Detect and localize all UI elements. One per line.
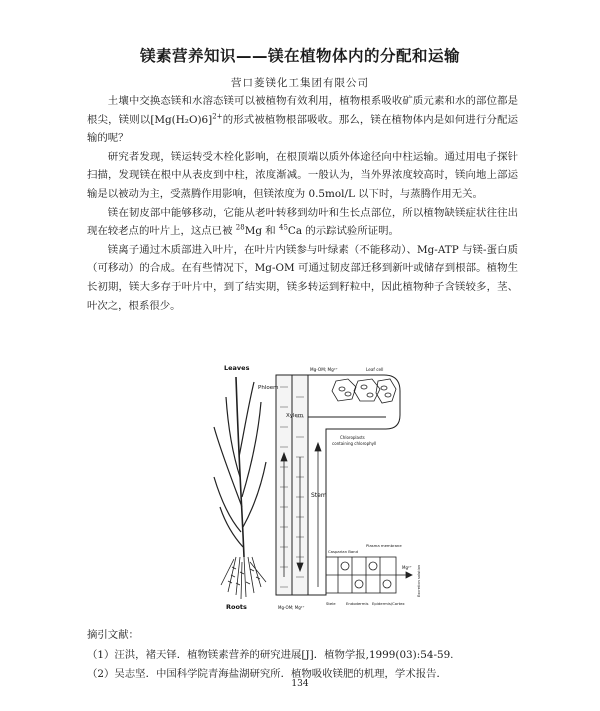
reference-item: （1）汪洪，褚天铎．植物镁素营养的研究进展[J]．植物学报,1999(03):54-59. — [87, 648, 454, 661]
paragraph-3-pre: 镁在韧皮部中能够移动，它能从老叶转移到幼叶和生长点部位，所以植物缺镁症状往往出现在较老点的叶片上，这点已被 — [87, 206, 518, 238]
label-chlorophyll: containing chlorophyll — [332, 441, 377, 446]
leaf-cells — [332, 379, 396, 403]
paragraph-1 — [87, 92, 518, 148]
label-endodermis: Endodermis — [346, 601, 369, 606]
root-cells — [326, 557, 412, 593]
article-body — [87, 92, 518, 315]
mg-transport-diagram — [206, 357, 426, 621]
article-title: 镁素营养知识——镁在植物体内的分配和运输 — [139, 47, 460, 65]
paragraph-3 — [87, 204, 518, 241]
label-mg-om-bottom: Mg-OM; Mg²⁺ — [278, 605, 305, 610]
label-mg-om-top: Mg-OM; Mg²⁺ — [310, 367, 338, 372]
mg-formula: [Mg(H₂O)6] — [150, 113, 213, 126]
mg-formula-charge: 2+ — [212, 112, 223, 121]
paragraph-2: 研究者发现，镁运转受木栓化影响，在根顶端以质外体途径向中柱运输。通过用电子探针扫描，发现镁在根中从表皮到中柱，浓度渐减。一般认为，当外界浓度较高时，镁向地上部运输是以被动为主，受蒸腾作用影响，但镁浓度为 0.5mol/L 以下时，与蒸腾作用无关。 — [87, 150, 518, 200]
paragraph-3-mid: Mg 和 — [244, 225, 279, 238]
organization-name: 营口菱镁化工集团有限公司 — [231, 77, 369, 89]
reference-item: （2）吴志坚．中国科学院青海盐湖研究所．植物吸收镁肥的机理，学术报告． — [87, 668, 447, 680]
label-casparian: Casparian Band — [328, 549, 358, 554]
paragraph-4: 镁离子通过木质部进入叶片，在叶片内镁参与叶绿素（不能移动）、Mg-ATP 与镁-蛋白质（可移动）的合成。在有些情况下，Mg-OM 可通过韧皮部迁移到新叶或储存到根部。植物生长初期，镁大多存于叶片中，到了结实期，镁多转运到籽粒中，因此植物种子含镁较多，茎、叶次之，根系很少。 — [87, 243, 518, 312]
page-number: 134 — [291, 679, 309, 689]
label-roots: Roots — [226, 603, 247, 611]
label-stem: Stem — [311, 492, 327, 499]
isotope-mg-mass: 28 — [235, 223, 245, 232]
references — [87, 626, 518, 685]
references-heading: 摘引文献： — [87, 629, 139, 641]
label-xylem: Xylem — [286, 413, 304, 419]
label-leaves: Leaves — [224, 364, 250, 372]
label-phloem: Phloem — [258, 385, 279, 391]
label-plasma: Plasma membrane — [366, 543, 402, 548]
root-mass — [221, 557, 266, 599]
label-leaf-cell: Leaf cell — [366, 367, 384, 372]
paragraph-1-pre: 土壤中交换态镁和水溶态镁可以被植物有效利用，植物根系吸收矿质元素和水的部位都是根尖，镁则以 — [87, 95, 518, 126]
paragraph-1-post: 的形式被植物根部吸收。那么，镁在植物体内是如何进行分配运输的呢？ — [87, 113, 519, 145]
paragraph-3-post: Ca 的示踪试验所证明。 — [287, 225, 399, 238]
plant-illustration — [214, 377, 266, 557]
label-stele: Stele — [326, 601, 336, 606]
isotope-ca-mass: 45 — [279, 223, 288, 232]
label-epidermis: Epidermis/Cortex — [372, 601, 405, 606]
label-excretion: Excretion solution — [417, 564, 421, 597]
label-chloroplasts: Chloroplasts — [340, 435, 365, 440]
label-mg2: Mg²⁺ — [402, 565, 412, 570]
